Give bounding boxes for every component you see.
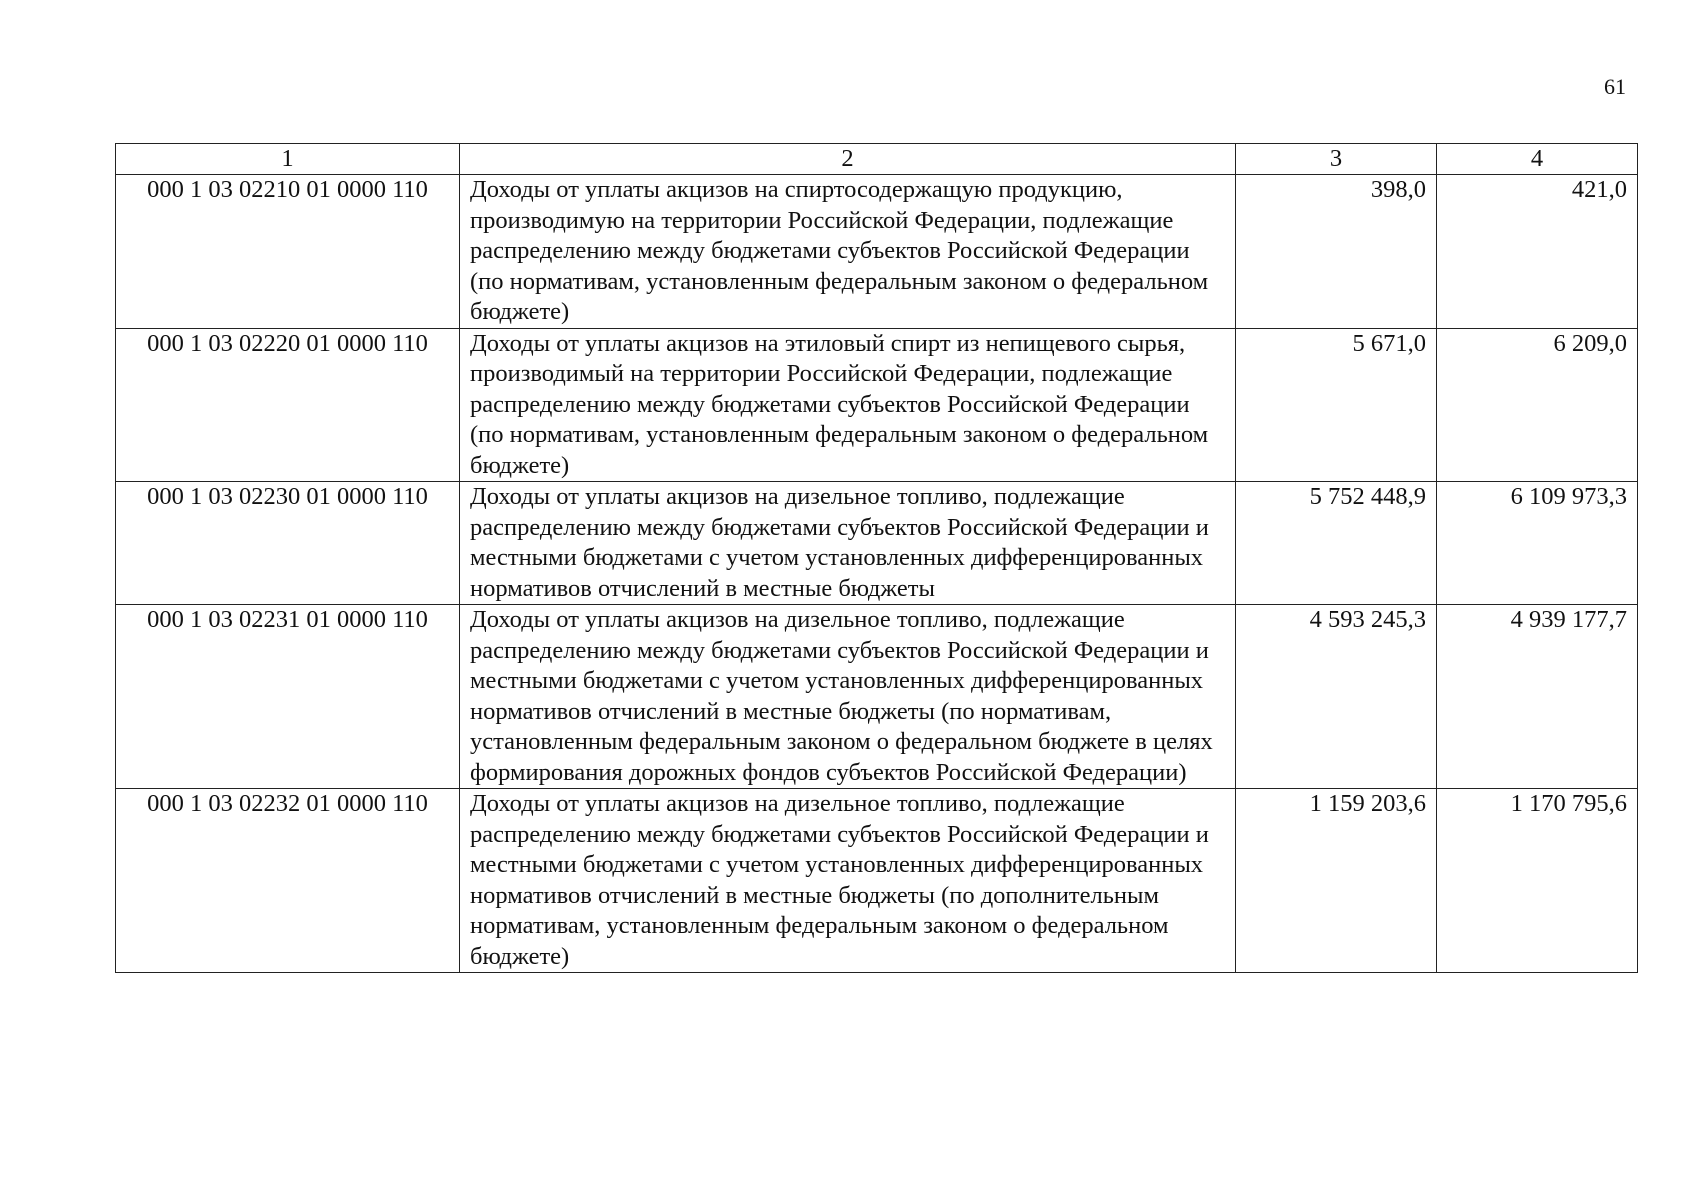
value-column-3-cell: 5 752 448,9 — [1236, 482, 1437, 605]
column-header-4: 4 — [1437, 144, 1638, 175]
table-row — [116, 482, 1638, 605]
description-cell: Доходы от уплаты акцизов на дизельное топливо, подлежащие распределению между бюджетами субъектов Российской Федерации и местными бюджетами с учетом установленных дифференцированных нормативов отчислений в местные бюджеты (по дополнительным нормативам, установленным федеральным законом о федеральном бюджете) — [460, 789, 1236, 973]
value-column-3-cell: 1 159 203,6 — [1236, 789, 1437, 973]
budget-code-cell: 000 1 03 02230 01 0000 110 — [116, 482, 460, 605]
budget-code-cell: 000 1 03 02232 01 0000 110 — [116, 789, 460, 973]
budget-code-cell: 000 1 03 02210 01 0000 110 — [116, 175, 460, 329]
table-header-row — [116, 144, 1638, 175]
table-row — [116, 328, 1638, 482]
value-column-3-cell: 4 593 245,3 — [1236, 605, 1437, 789]
value-column-4-cell: 1 170 795,6 — [1437, 789, 1638, 973]
budget-code-cell: 000 1 03 02231 01 0000 110 — [116, 605, 460, 789]
table-row — [116, 605, 1638, 789]
page-number: 61 — [1604, 74, 1626, 99]
value-column-3-cell: 5 671,0 — [1236, 328, 1437, 482]
description-cell: Доходы от уплаты акцизов на дизельное топливо, подлежащие распределению между бюджетами субъектов Российской Федерации и местными бюджетами с учетом установленных дифференцированных нормативов отчислений в местные бюджеты (по нормативам, установленным федеральным законом о федеральном бюджете в целях формирования дорожных фондов субъектов Российской Федерации) — [460, 605, 1236, 789]
column-header-3: 3 — [1236, 144, 1437, 175]
table-row — [116, 175, 1638, 329]
description-cell: Доходы от уплаты акцизов на этиловый спирт из непищевого сырья, производимый на территории Российской Федерации, подлежащие распределению между бюджетами субъектов Российской Федерации (по нормативам, установленным федеральным законом о федеральном бюджете) — [460, 328, 1236, 482]
value-column-4-cell: 4 939 177,7 — [1437, 605, 1638, 789]
description-cell: Доходы от уплаты акцизов на дизельное топливо, подлежащие распределению между бюджетами субъектов Российской Федерации и местными бюджетами с учетом установленных дифференцированных нормативов отчислений в местные бюджеты — [460, 482, 1236, 605]
description-cell: Доходы от уплаты акцизов на спиртосодержащую продукцию, производимую на территории Российской Федерации, подлежащие распределению между бюджетами субъектов Российской Федерации (по нормативам, установленным федеральным законом о федеральном бюджете) — [460, 175, 1236, 329]
column-header-2: 2 — [460, 144, 1236, 175]
column-header-1: 1 — [116, 144, 460, 175]
table-row — [116, 789, 1638, 973]
value-column-4-cell: 6 109 973,3 — [1437, 482, 1638, 605]
budget-code-cell: 000 1 03 02220 01 0000 110 — [116, 328, 460, 482]
revenue-table — [115, 143, 1638, 973]
value-column-3-cell: 398,0 — [1236, 175, 1437, 329]
value-column-4-cell: 6 209,0 — [1437, 328, 1638, 482]
value-column-4-cell: 421,0 — [1437, 175, 1638, 329]
